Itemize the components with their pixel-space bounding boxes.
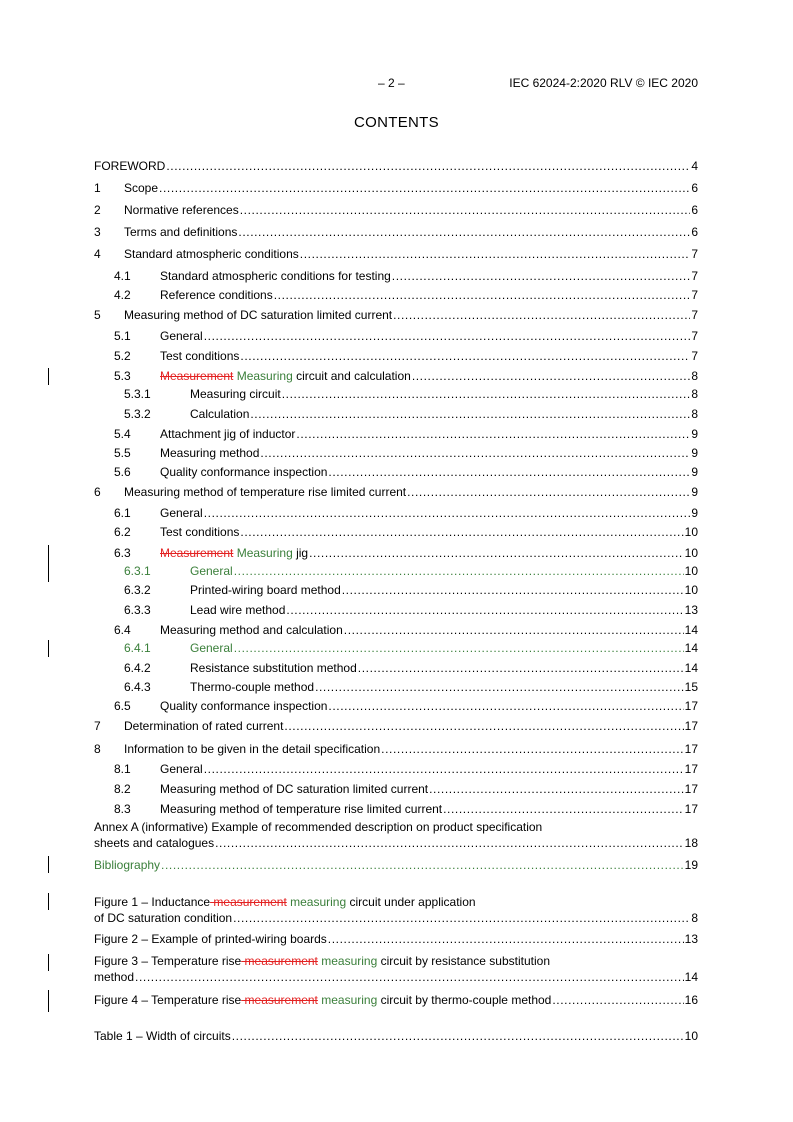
toc-entry[interactable] <box>94 445 698 461</box>
toc-entry[interactable] <box>94 524 698 540</box>
toc-entry-title <box>160 505 203 521</box>
toc-page-number: 14 <box>684 623 698 637</box>
toc-entry-number: 5.6 <box>114 465 131 479</box>
entry-text: circuit by thermo-couple method <box>377 993 552 1007</box>
entry-text: Standard atmospheric conditions <box>124 247 299 261</box>
toc-entry-number: 6.1 <box>114 506 131 520</box>
toc-entry[interactable] <box>94 224 698 240</box>
toc-entry-number: 6.2 <box>114 525 131 539</box>
toc-entry-number: 4.1 <box>114 269 131 283</box>
toc-page-number: 17 <box>684 782 698 796</box>
toc-page-number: 4 <box>691 159 698 173</box>
change-bar <box>48 856 49 873</box>
toc-page-number: 15 <box>684 680 698 694</box>
toc-entry-title <box>160 545 308 561</box>
deleted-text: measurement <box>241 993 318 1007</box>
toc-entry-number: 8.2 <box>114 782 131 796</box>
toc-entry-number: 6.4.1 <box>124 641 151 655</box>
toc-entry-title <box>160 426 295 442</box>
toc-entry-number: 5.2 <box>114 349 131 363</box>
figure-caption-continued: method <box>94 970 135 984</box>
toc-entry-number: 5.3.2 <box>124 407 151 421</box>
toc-entry-number: 3 <box>94 225 101 239</box>
entry-text: General <box>160 329 203 343</box>
toc-entry-title <box>190 640 233 656</box>
figure-page-number: 13 <box>684 932 698 946</box>
toc-entry-number: 5.4 <box>114 427 131 441</box>
toc-page-number: 19 <box>684 858 698 872</box>
entry-text: Printed-wiring board method <box>190 583 341 597</box>
inserted-text: General <box>190 641 233 655</box>
entry-text: Quality conformance inspection <box>160 465 328 479</box>
toc-entry[interactable] <box>94 180 698 196</box>
toc-entry-title <box>160 348 239 364</box>
toc-page-number: 8 <box>691 387 698 401</box>
toc-entry-number: 8.1 <box>114 762 131 776</box>
toc-entry[interactable] <box>94 801 698 817</box>
toc-entry-number: 6.4.2 <box>124 661 151 675</box>
deleted-text: measurement <box>241 954 318 968</box>
page-number: – 2 – <box>378 76 405 90</box>
table-caption: Table 1 – Width of circuits <box>94 1029 231 1043</box>
toc-entry[interactable] <box>94 640 698 656</box>
entry-text: Test conditions <box>160 525 240 539</box>
toc-page-number: 8 <box>691 369 698 383</box>
deleted-text: Measurement <box>160 546 234 560</box>
toc-entry[interactable] <box>94 761 698 777</box>
toc-entry[interactable] <box>94 464 698 480</box>
figure-caption <box>94 953 550 969</box>
toc-entry[interactable] <box>94 426 698 442</box>
figure-caption <box>94 931 327 947</box>
figure-caption <box>94 992 551 1008</box>
toc-page-number: 9 <box>691 446 698 460</box>
entry-text: Figure 4 – Temperature rise <box>94 993 242 1007</box>
toc-entry-title: Bibliography <box>94 858 161 872</box>
toc-entry-number: 5.1 <box>114 329 131 343</box>
toc-page-number: 10 <box>684 583 698 597</box>
figure-entry[interactable] <box>94 992 698 1008</box>
toc-entry-number: 4.2 <box>114 288 131 302</box>
entry-text: jig <box>292 546 309 560</box>
toc-page-number: 17 <box>684 719 698 733</box>
toc-entry[interactable] <box>94 287 698 303</box>
entry-text: Measuring method of DC saturation limited current <box>124 308 393 322</box>
entry-text: Reference conditions <box>160 288 273 302</box>
toc-entry-title <box>160 445 259 461</box>
entry-text: Normative references <box>124 203 239 217</box>
document-reference: IEC 62024-2:2020 RLV © IEC 2020 <box>509 76 698 90</box>
toc-entry-title <box>160 268 391 284</box>
inserted-text: General <box>190 564 233 578</box>
toc-entry-title <box>124 180 158 196</box>
entry-text: FOREWORD <box>94 159 166 173</box>
toc-entry-title <box>124 718 283 734</box>
toc-entry-number: 2 <box>94 203 101 217</box>
inserted-text: Measuring <box>233 369 293 383</box>
entry-text: Attachment jig of inductor <box>160 427 296 441</box>
toc-entry-number: 5.5 <box>114 446 131 460</box>
entry-text: circuit and calculation <box>292 369 411 383</box>
table-entry[interactable] <box>94 1028 698 1044</box>
toc-page-number: 7 <box>691 329 698 343</box>
entry-text: Measuring method <box>160 446 260 460</box>
entry-text: Measuring method and calculation <box>160 623 343 637</box>
toc-entry[interactable] <box>94 307 698 323</box>
inserted-text: measuring <box>317 954 378 968</box>
toc-entry-title <box>124 246 299 262</box>
inserted-text: Measuring <box>233 546 293 560</box>
toc-entry[interactable] <box>94 386 698 402</box>
annex-line-2: sheets and catalogues <box>94 836 215 850</box>
entry-text: Scope <box>124 181 159 195</box>
toc-page-number: 14 <box>684 641 698 655</box>
deleted-text: Measurement <box>160 369 234 383</box>
toc-page-number: 14 <box>684 661 698 675</box>
toc-entry[interactable] <box>94 406 698 422</box>
toc-entry[interactable] <box>94 202 698 218</box>
toc-entry-title <box>160 801 442 817</box>
toc-entry-title <box>160 464 327 480</box>
toc-page-number: 6 <box>691 203 698 217</box>
entry-text: Test conditions <box>160 349 240 363</box>
toc-entry[interactable] <box>94 741 698 757</box>
toc-entry[interactable] <box>94 328 698 344</box>
toc-entry[interactable] <box>94 545 698 561</box>
entry-text: Quality conformance inspection <box>160 699 328 713</box>
toc-entry-title <box>94 158 165 174</box>
toc-entry[interactable] <box>94 781 698 797</box>
toc-entry-number: 8.3 <box>114 802 131 816</box>
entry-text: Calculation <box>190 407 250 421</box>
entry-text: Information to be given in the detail specification <box>124 742 381 756</box>
entry-text: Measuring method of temperature rise limited current <box>124 485 407 499</box>
toc-page-number: 6 <box>691 225 698 239</box>
toc-entry-title <box>160 524 239 540</box>
toc-entry-title <box>160 698 327 714</box>
toc-entry[interactable] <box>94 679 698 695</box>
toc-entry[interactable] <box>94 718 698 734</box>
change-bar <box>48 893 49 910</box>
entry-text: Figure 1 – Inductance <box>94 895 211 909</box>
entry-text: Thermo-couple method <box>190 680 315 694</box>
toc-page-number: 10 <box>684 564 698 578</box>
toc-entry-title <box>160 622 343 638</box>
figure-entry[interactable] <box>94 894 698 926</box>
figure-page-number: 16 <box>684 993 698 1007</box>
inserted-text: measuring <box>286 895 347 909</box>
toc-annex-a[interactable] <box>94 819 698 851</box>
change-bar <box>48 368 49 385</box>
toc-entry[interactable] <box>94 622 698 638</box>
toc-entry[interactable] <box>94 268 698 284</box>
toc-page-number: 9 <box>691 465 698 479</box>
toc-page-number: 10 <box>684 525 698 539</box>
figure-caption <box>94 894 476 910</box>
toc-entry[interactable] <box>94 602 698 618</box>
toc-entry-title <box>124 224 237 240</box>
toc-entry-number: 1 <box>94 181 101 195</box>
toc-entry-title <box>190 660 357 676</box>
toc-entry[interactable] <box>94 158 698 174</box>
toc-entry[interactable] <box>94 563 698 579</box>
toc-entry-title <box>190 386 281 402</box>
toc-entry[interactable] <box>94 484 698 500</box>
toc-entry-number: 5.3.1 <box>124 387 151 401</box>
entry-text: Lead wire method <box>190 603 286 617</box>
toc-page-number: 17 <box>684 762 698 776</box>
entry-text: Standard atmospheric conditions for testing <box>160 269 391 283</box>
figure-entry[interactable] <box>94 953 698 985</box>
toc-entry-number: 6.3.1 <box>124 564 151 578</box>
toc-entry-number: 5 <box>94 308 101 322</box>
page-title: CONTENTS <box>354 114 439 131</box>
toc-entry[interactable] <box>94 660 698 676</box>
entry-text: Terms and definitions <box>124 225 238 239</box>
toc-page-number: 9 <box>691 427 698 441</box>
toc-entry-title <box>160 328 203 344</box>
annex-line-1: Annex A (informative) Example of recommended description on product specification <box>94 820 543 834</box>
entry-text: Measuring method of temperature rise limited current <box>160 802 443 816</box>
toc-entry-number: 8 <box>94 742 101 756</box>
entry-text: circuit under application <box>346 895 476 909</box>
toc-page-number: 9 <box>691 485 698 499</box>
toc-page-number: 7 <box>691 308 698 322</box>
toc-entry-title <box>190 679 314 695</box>
entry-text: circuit by resistance substitution <box>377 954 551 968</box>
toc-entry-number: 6 <box>94 485 101 499</box>
entry-text: Measuring circuit <box>190 387 281 401</box>
toc-page-number: 8 <box>691 407 698 421</box>
toc-entry-number: 6.4 <box>114 623 131 637</box>
entry-text: Figure 2 – Example of printed-wiring boards <box>94 932 327 946</box>
toc-entry-number: 6.3.2 <box>124 583 151 597</box>
toc-page-number: 7 <box>691 269 698 283</box>
toc-entry-title <box>160 287 273 303</box>
entry-text: General <box>160 762 203 776</box>
toc-page-number: 17 <box>684 742 698 756</box>
toc-entry-number: 5.3 <box>114 369 131 383</box>
toc-page-number: 17 <box>684 802 698 816</box>
toc-page-number: 6 <box>691 181 698 195</box>
toc-page-number: 17 <box>684 699 698 713</box>
entry-text: Figure 3 – Temperature rise <box>94 954 242 968</box>
toc-entry-title <box>124 484 406 500</box>
entry-text: Determination of rated current <box>124 719 284 733</box>
toc-entry[interactable] <box>94 505 698 521</box>
figure-caption-continued: of DC saturation condition <box>94 911 233 925</box>
toc-entry[interactable] <box>94 246 698 262</box>
change-bar <box>48 990 49 1012</box>
entry-text: General <box>160 506 203 520</box>
toc-entry-number: 7 <box>94 719 101 733</box>
toc-entry-title <box>190 406 249 422</box>
toc-bibliography[interactable] <box>94 857 698 873</box>
change-bar <box>48 954 49 971</box>
toc-page-number: 7 <box>691 288 698 302</box>
table-page-number: 10 <box>684 1029 698 1043</box>
toc-entry-title <box>160 761 203 777</box>
toc-page-number: 9 <box>691 506 698 520</box>
figure-page-number: 14 <box>684 970 698 984</box>
figure-page-number: 8 <box>691 911 698 925</box>
toc-entry-title <box>160 781 428 797</box>
toc-entry-number: 6.5 <box>114 699 131 713</box>
toc-page-number: 18 <box>684 836 698 850</box>
toc-page-number: 7 <box>691 349 698 363</box>
figure-entry[interactable] <box>94 931 698 947</box>
toc-entry-title <box>124 202 239 218</box>
toc-entry[interactable] <box>94 582 698 598</box>
toc-entry-number: 6.3 <box>114 546 131 560</box>
entry-text: Measuring method of DC saturation limited current <box>160 782 429 796</box>
change-bar <box>48 545 49 582</box>
inserted-text: measuring <box>317 993 378 1007</box>
toc-entry-title <box>124 307 392 323</box>
toc-entry-title <box>190 582 341 598</box>
toc-entry[interactable] <box>94 368 698 384</box>
toc-entry-number: 4 <box>94 247 101 261</box>
toc-entry-title <box>160 368 411 384</box>
toc-page-number: 7 <box>691 247 698 261</box>
change-bar <box>48 640 49 657</box>
toc-entry-title <box>124 741 380 757</box>
entry-text: Resistance substitution method <box>190 661 357 675</box>
toc-entry-number: 6.4.3 <box>124 680 151 694</box>
toc-entry-number: 6.3.3 <box>124 603 151 617</box>
toc-entry[interactable] <box>94 348 698 364</box>
toc-entry-title <box>190 563 233 579</box>
toc-entry[interactable] <box>94 698 698 714</box>
toc-page-number: 10 <box>684 546 698 560</box>
toc-page-number: 13 <box>684 603 698 617</box>
toc-entry-title <box>190 602 285 618</box>
deleted-text: measurement <box>210 895 287 909</box>
